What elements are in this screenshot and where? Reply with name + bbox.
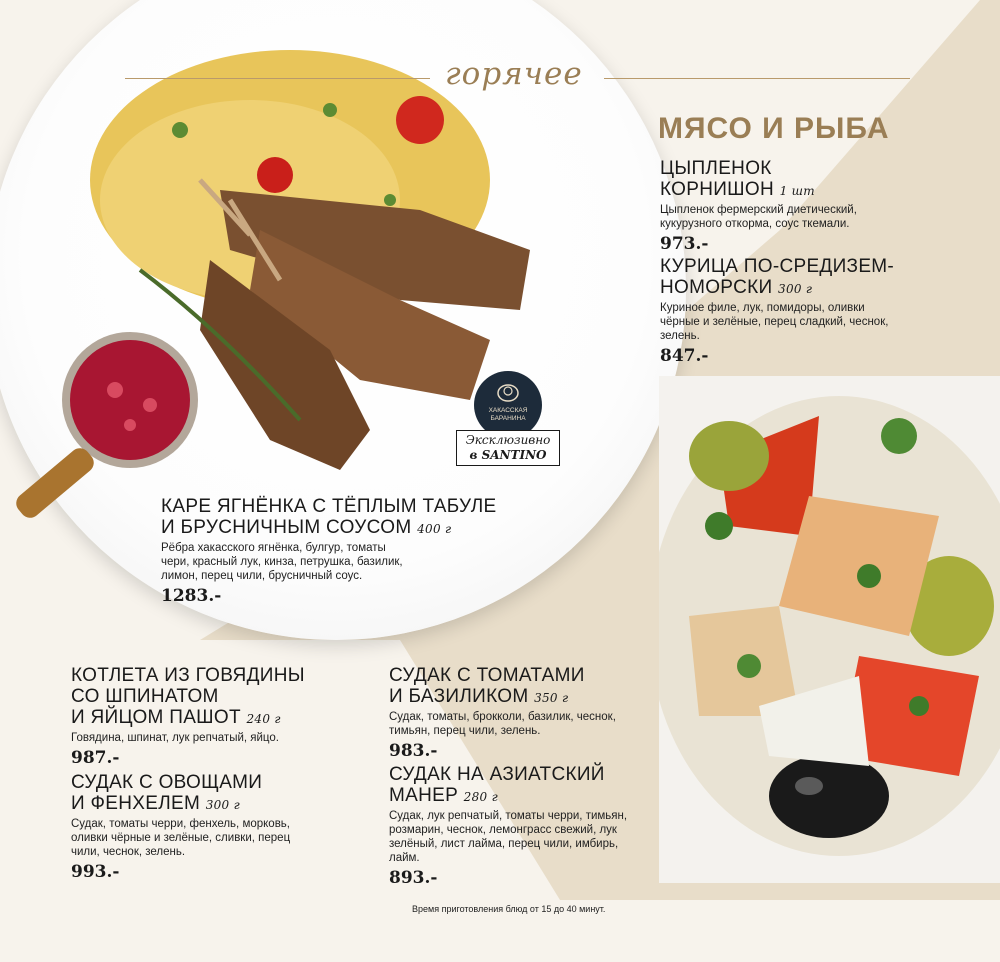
header-rule-right <box>604 78 910 79</box>
dish-description: Цыпленок фермерский диетический, кукурузного откорма, соус ткемали. <box>660 204 857 230</box>
dish-name-line1: СУДАК С ОВОЩАМИ <box>71 772 263 793</box>
chicken-salad-photo <box>659 376 1000 883</box>
dish-price: 893.- <box>389 868 438 888</box>
dish-description: Говядина, шпинат, лук репчатый, яйцо. <box>71 732 279 744</box>
dish-name-line2: МАНЕР <box>389 785 459 806</box>
ram-icon <box>474 371 542 407</box>
cooking-time-note: Время приготовления блюд от 15 до 40 минут. <box>412 904 606 914</box>
dish-name-line1: КАРЕ ЯГНЁНКА С ТЁПЛЫМ ТАБУЛЕ <box>161 496 497 517</box>
dish-zander-tomato <box>389 665 669 761</box>
stamp-line1: Эксклюзивно <box>465 433 551 447</box>
dish-price: 847.- <box>660 346 709 366</box>
dish-lamb-rack <box>161 496 521 606</box>
exclusive-stamp <box>456 430 560 466</box>
dish-chicken-gherkin <box>660 158 960 254</box>
dish-zander-vegetables <box>71 772 371 882</box>
category-title: МЯСО И РЫБА <box>658 112 890 145</box>
dish-name-line3: И ЯЙЦОМ ПАШОТ <box>71 707 241 728</box>
dish-price: 987.- <box>71 748 120 768</box>
dish-name-line1: КОТЛЕТА ИЗ ГОВЯДИНЫ <box>71 665 305 686</box>
dish-zander-asian <box>389 764 669 888</box>
dish-weight: 350 г <box>534 691 569 705</box>
dish-price: 993.- <box>71 862 120 882</box>
dish-price: 1283.- <box>161 586 222 606</box>
dish-price: 973.- <box>660 234 709 254</box>
dish-description: Судак, лук репчатый, томаты черри, тимьян, розмарин, чеснок, лемонграсс свежий, лук зелёный, лист лайма, перец чили, имбирь, лайм. <box>389 810 628 864</box>
dish-weight: 300 г <box>778 282 813 296</box>
badge-line2: БАРАНИНА <box>490 415 526 422</box>
dish-beef-cutlet <box>71 665 371 768</box>
dish-description: Судак, томаты, брокколи, базилик, чеснок, тимьян, перец чили, зелень. <box>389 711 616 737</box>
dish-name-line1: КУРИЦА ПО-СРЕДИЗЕМ- <box>660 256 895 277</box>
dish-description: Судак, томаты черри, фенхель, морковь, оливки чёрные и зелёные, сливки, перец чили, чеснок, зелень. <box>71 818 291 858</box>
header-rule-left <box>125 78 430 79</box>
dish-name-line2: И БАЗИЛИКОМ <box>389 686 529 707</box>
dish-weight: 280 г <box>463 790 498 804</box>
dish-weight: 240 г <box>246 712 281 726</box>
dish-name-line2: И БРУСНИЧНЫМ СОУСОМ <box>161 517 412 538</box>
dish-name-line2: И ФЕНХЕЛЕМ <box>71 793 201 814</box>
dish-weight: 1 шт <box>779 184 815 198</box>
badge-line1: ХАКАССКАЯ <box>488 407 528 414</box>
dish-description: Куриное филе, лук, помидоры, оливки чёрные и зелёные, перец сладкий, чеснок, зелень. <box>660 302 889 342</box>
dish-name-line2: КОРНИШОН <box>660 179 774 200</box>
dish-name-line1: СУДАК С ТОМАТАМИ <box>389 665 585 686</box>
section-title: горячее <box>445 56 583 92</box>
dish-description: Рёбра хакасского ягнёнка, булгур, томаты чери, красный лук, кинза, петрушка, базилик, лимон, перец чили, брусничный соус. <box>161 542 403 582</box>
dish-weight: 400 г <box>417 522 452 536</box>
dish-weight: 300 г <box>205 798 240 812</box>
dish-name-line2: НОМОРСКИ <box>660 277 773 298</box>
dish-name-line2: СО ШПИНАТОМ <box>71 686 219 707</box>
dish-name-line1: СУДАК НА АЗИАТСКИЙ <box>389 764 605 785</box>
hakas-lamb-badge <box>474 371 542 439</box>
stamp-line2: в SANTINO <box>469 448 547 462</box>
dish-price: 983.- <box>389 741 438 761</box>
dish-chicken-mediterranean <box>660 256 960 366</box>
dish-name-line1: ЦЫПЛЕНОК <box>660 158 772 179</box>
